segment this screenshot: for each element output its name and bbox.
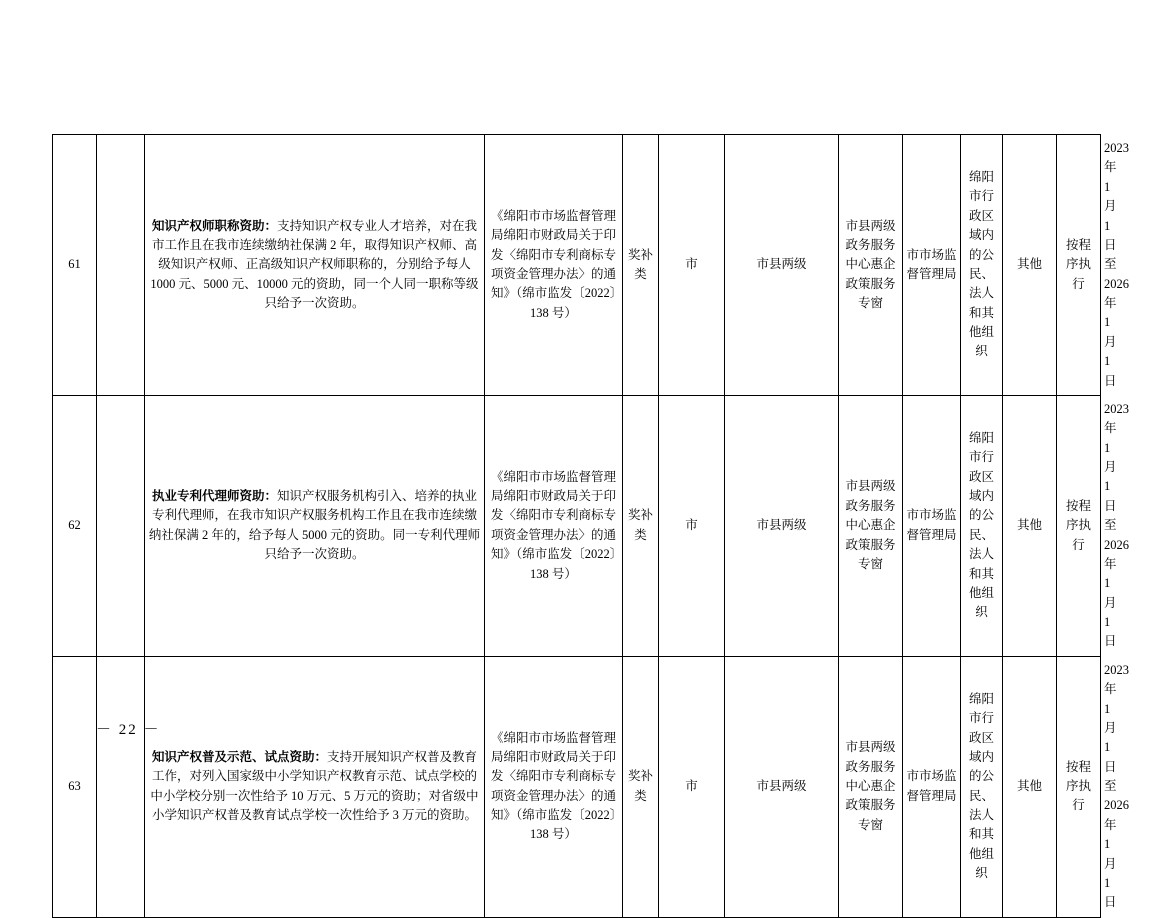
row-description-lead: 执业专利代理师资助： bbox=[151, 489, 277, 504]
row-level: 市 bbox=[659, 135, 725, 396]
row-description-body: 支持开展知识产权普及教育工作，对列入国家级中小学知识产权教育示范、试点学校的中小学校分别一次性给予 10 万元、5 万元的资助；对省级中小学知识产权普及教育试点学校一次性给予 3 万元的资助。 bbox=[150, 749, 479, 823]
row-window: 市县两级政务服务中心惠企政策服务专窗 bbox=[839, 656, 903, 917]
row-description bbox=[145, 135, 485, 396]
row-other: 其他 bbox=[1003, 135, 1057, 396]
row-number: 63 bbox=[53, 656, 97, 917]
row-other: 其他 bbox=[1003, 395, 1057, 656]
row-description bbox=[145, 656, 485, 917]
row-description-body: 支持知识产权专业人才培养，对在我市工作且在我市连续缴纳社保满 2 年，取得知识产权师、高级知识产权师、正高级知识产权师职称的，分别给予每人 1000 元、5000 元、10000 元的资助，同一个人同一职称等级只给予一次资助。 bbox=[150, 218, 479, 310]
row-service-object: 绵阳市行政区域内的公民、法人和其他组织 bbox=[961, 395, 1003, 656]
row-process: 按程序执行 bbox=[1057, 656, 1101, 917]
row-process: 按程序执行 bbox=[1057, 135, 1101, 396]
row-department: 市市场监督管理局 bbox=[903, 395, 961, 656]
row-department: 市市场监督管理局 bbox=[903, 135, 961, 396]
row-policy-basis: 《绵阳市市场监督管理局绵阳市财政局关于印发〈绵阳市专利商标专项资金管理办法〉的通知》（绵市监发〔2022〕138 号） bbox=[485, 656, 623, 917]
table-row: 61 知识产权师职称资助：支持知识产权专业人才培养，对在我市工作且在我市连续缴纳社保满 2 年，取得知识产权师、高级知识产权师、正高级知识产权师职称的，分别给予每人 1000 元、5000 元、10000 元的资助，同一个人同一职称等级只给予一次资助。 《绵阳市市场监督管理局绵阳市财政局关于印发〈绵阳市专利商标专项资金管理办法〉的通知》（绵市监发〔2022〕138 号） 奖补类 市 市县两级 市县两级政务服务中心惠企政策服务专窗 市市场监督管理局 绵阳市行政区域内的公民、法人和其他组织 其他 按程序执行 2023 年 1 月 1 日至 2026 年 1 月 1 日 bbox=[53, 135, 1101, 396]
row-policy-basis: 《绵阳市市场监督管理局绵阳市财政局关于印发〈绵阳市专利商标专项资金管理办法〉的通知》（绵市监发〔2022〕138 号） bbox=[485, 395, 623, 656]
row-number: 61 bbox=[53, 135, 97, 396]
row-level: 市 bbox=[659, 395, 725, 656]
row-type: 奖补类 bbox=[623, 656, 659, 917]
row-level: 市 bbox=[659, 656, 725, 917]
row-number: 62 bbox=[53, 395, 97, 656]
row-policy-basis: 《绵阳市市场监督管理局绵阳市财政局关于印发〈绵阳市专利商标专项资金管理办法〉的通知》（绵市监发〔2022〕138 号） bbox=[485, 135, 623, 396]
row-level-scope: 市县两级 bbox=[725, 395, 839, 656]
row-description-lead: 知识产权普及示范、试点资助： bbox=[151, 749, 327, 764]
page-number: － 22 － bbox=[96, 722, 161, 738]
row-blank-cell bbox=[97, 395, 145, 656]
row-description bbox=[145, 395, 485, 656]
row-service-object: 绵阳市行政区域内的公民、法人和其他组织 bbox=[961, 656, 1003, 917]
row-blank-cell bbox=[97, 656, 145, 917]
row-service-object: 绵阳市行政区域内的公民、法人和其他组织 bbox=[961, 135, 1003, 396]
row-description-body: 知识产权服务机构引入、培养的执业专利代理师，在我市知识产权服务机构工作且在我市连续缴纳社保满 2 年的，给予每人 5000 元的资助。同一专利代理师只给予一次资助。 bbox=[148, 489, 481, 562]
row-window: 市县两级政务服务中心惠企政策服务专窗 bbox=[839, 135, 903, 396]
policy-table-container bbox=[52, 134, 1129, 918]
table-row: 63 知识产权普及示范、试点资助：支持开展知识产权普及教育工作，对列入国家级中小学知识产权教育示范、试点学校的中小学校分别一次性给予 10 万元、5 万元的资助；对省级中小学知识产权普及教育试点学校一次性给予 3 万元的资助。 《绵阳市市场监督管理局绵阳市财政局关于印发〈绵阳市专利商标专项资金管理办法〉的通知》（绵市监发〔2022〕138 号） 奖补类 市 市县两级 市县两级政务服务中心惠企政策服务专窗 市市场监督管理局 绵阳市行政区域内的公民、法人和其他组织 其他 按程序执行 2023 年 1 月 1 日至 2026 年 1 月 1 日 bbox=[53, 656, 1101, 917]
row-type: 奖补类 bbox=[623, 395, 659, 656]
row-level-scope: 市县两级 bbox=[725, 656, 839, 917]
row-level-scope: 市县两级 bbox=[725, 135, 839, 396]
row-window: 市县两级政务服务中心惠企政策服务专窗 bbox=[839, 395, 903, 656]
row-other: 其他 bbox=[1003, 656, 1057, 917]
row-process: 按程序执行 bbox=[1057, 395, 1101, 656]
row-department: 市市场监督管理局 bbox=[903, 656, 961, 917]
table-row: 62 执业专利代理师资助：知识产权服务机构引入、培养的执业专利代理师，在我市知识产权服务机构工作且在我市连续缴纳社保满 2 年的，给予每人 5000 元的资助。同一专利代理师只给予一次资助。 《绵阳市市场监督管理局绵阳市财政局关于印发〈绵阳市专利商标专项资金管理办法〉的通知》（绵市监发〔2022〕138 号） 奖补类 市 市县两级 市县两级政务服务中心惠企政策服务专窗 市市场监督管理局 绵阳市行政区域内的公民、法人和其他组织 其他 按程序执行 2023 年 1 月 1 日至 2026 年 1 月 1 日 bbox=[53, 395, 1101, 656]
row-description-lead: 知识产权师职称资助： bbox=[151, 218, 277, 233]
row-blank-cell bbox=[97, 135, 145, 396]
row-type: 奖补类 bbox=[623, 135, 659, 396]
policy-table bbox=[52, 134, 1129, 918]
